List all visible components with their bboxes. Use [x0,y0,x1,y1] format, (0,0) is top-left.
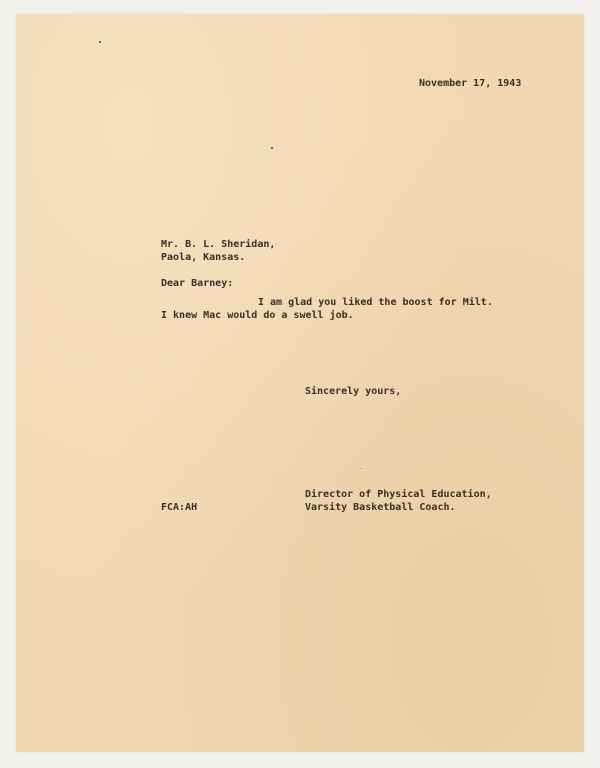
paper-speck [271,147,273,149]
recipient-name: Mr. B. L. Sheridan, [161,239,276,250]
reference-initials: FCA:AH [161,502,198,513]
salutation: Dear Barney: [161,278,234,289]
recipient-location: Paola, Kansas. [161,252,246,263]
signature-title-1: Director of Physical Education, [305,489,492,500]
letter-page [16,14,584,752]
paper-speck [361,468,362,469]
body-line-1: I am glad you liked the boost for Milt. [258,297,493,308]
letter-date: November 17, 1943 [419,78,522,89]
closing: Sincerely yours, [305,386,402,397]
paper-speck [99,41,101,43]
signature-title-2: Varsity Basketball Coach. [305,502,456,513]
body-line-2: I knew Mac would do a swell job. [161,310,354,321]
